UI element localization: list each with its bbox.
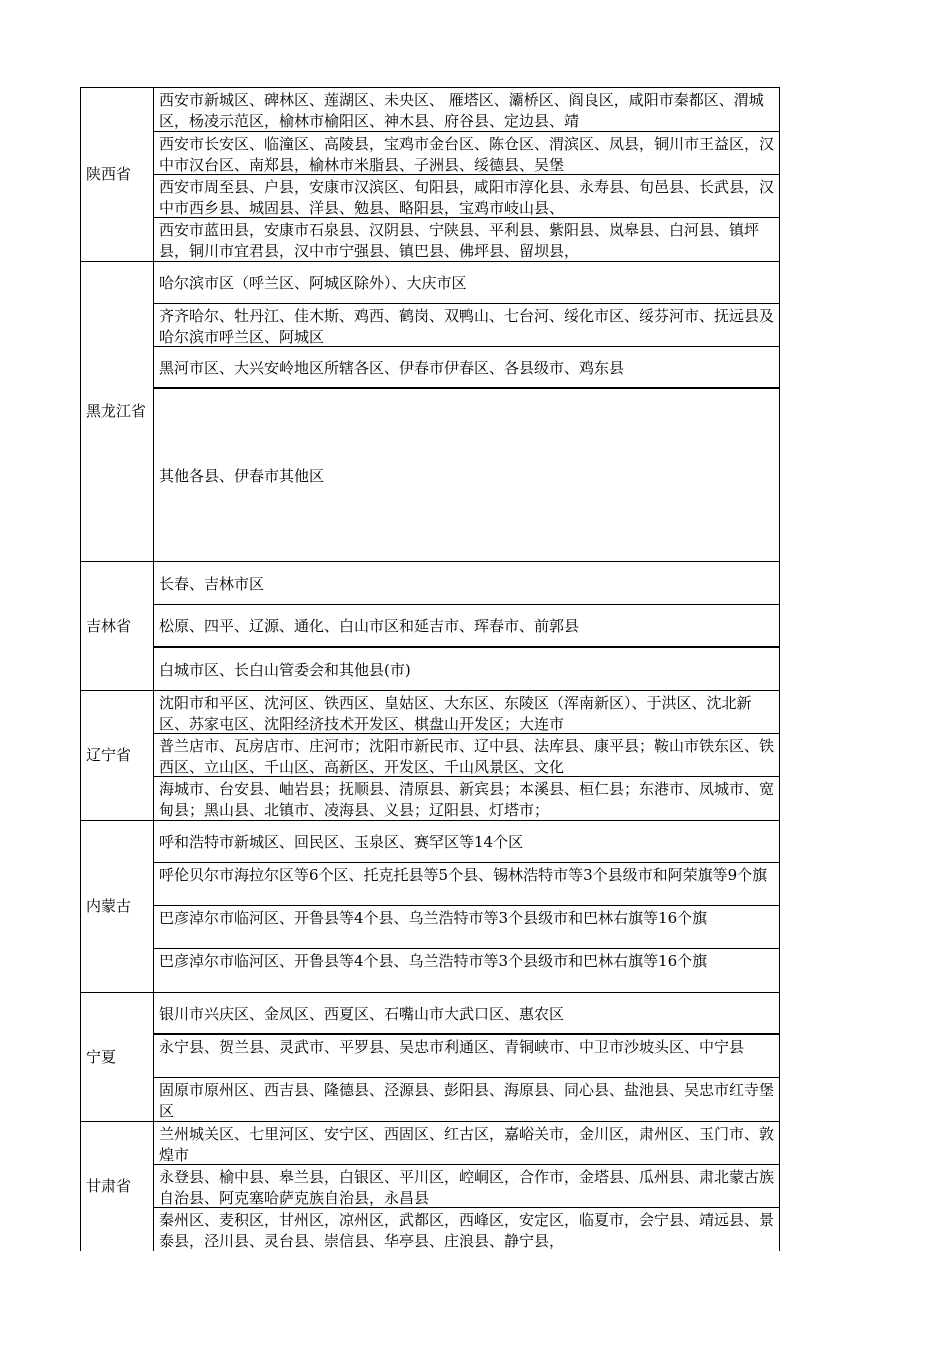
region-cell: 沈阳市和平区、沈河区、铁西区、皇姑区、大东区、东陵区（浑南新区）、于洪区、沈北新区、苏家屯区、沈阳经济技术开发区、棋盘山开发区；大连市 bbox=[154, 691, 780, 734]
province-cell: 陕西省 bbox=[80, 88, 154, 261]
region-cell: 呼和浩特市新城区、回民区、玉泉区、赛罕区等14个区 bbox=[154, 821, 780, 863]
region-cell: 银川市兴庆区、金凤区、西夏区、石嘴山市大武口区、惠农区 bbox=[154, 993, 780, 1035]
group-gansu bbox=[80, 1122, 780, 1251]
region-cell: 普兰店市、瓦房店市、庄河市；沈阳市新民市、辽中县、法库县、康平县；鞍山市铁东区、铁西区、立山区、千山区、高新区、开发区、千山风景区、文化 bbox=[154, 734, 780, 777]
province-cell: 宁夏 bbox=[80, 993, 154, 1121]
region-table bbox=[80, 87, 780, 1251]
region-cell: 西安市周至县、户县，安康市汉滨区、旬阳县，咸阳市淳化县、永寿县、旬邑县、长武县，汉中市西乡县、城固县、洋县、勉县、略阳县，宝鸡市岐山县、 bbox=[154, 175, 780, 218]
region-cell: 西安市长安区、临潼区、高陵县，宝鸡市金台区、陈仓区、渭滨区、凤县，铜川市王益区，汉中市汉台区、南郑县，榆林市米脂县、子洲县、绥德县、吴堡 bbox=[154, 132, 780, 175]
province-cell: 吉林省 bbox=[80, 562, 154, 690]
region-cell: 西安市蓝田县，安康市石泉县、汉阴县、宁陕县、平利县、紫阳县、岚皋县、白河县、镇坪县，铜川市宜君县，汉中市宁强县、镇巴县、佛坪县、留坝县， bbox=[154, 218, 780, 261]
region-cell: 巴彦淖尔市临河区、开鲁县等4个县、乌兰浩特市等3个县级市和巴林右旗等16个旗 bbox=[154, 949, 780, 992]
region-cell: 白城市区、长白山管委会和其他县(市) bbox=[154, 648, 780, 690]
province-cell: 甘肃省 bbox=[80, 1122, 154, 1251]
group-liaoning bbox=[80, 691, 780, 821]
region-cell: 永宁县、贺兰县、灵武市、平罗县、吴忠市利通区、青铜峡市、中卫市沙坡头区、中宁县 bbox=[154, 1035, 780, 1078]
region-cell: 其他各县、伊春市其他区 bbox=[154, 389, 780, 561]
region-cell: 长春、吉林市区 bbox=[154, 562, 780, 605]
region-cell: 黑河市区、大兴安岭地区所辖各区、伊春市伊春区、各县级市、鸡东县 bbox=[154, 347, 780, 389]
province-cell: 辽宁省 bbox=[80, 691, 154, 820]
region-cell: 巴彦淖尔市临河区、开鲁县等4个县、乌兰浩特市等3个县级市和巴林右旗等16个旗 bbox=[154, 906, 780, 949]
region-cell: 齐齐哈尔、牡丹江、佳木斯、鸡西、鹤岗、双鸭山、七台河、绥化市区、绥芬河市、抚远县及哈尔滨市呼兰区、阿城区 bbox=[154, 304, 780, 347]
region-cell: 呼伦贝尔市海拉尔区等6个区、托克托县等5个县、锡林浩特市等3个县级市和阿荣旗等9个旗 bbox=[154, 863, 780, 906]
region-cell: 哈尔滨市区（呼兰区、阿城区除外）、大庆市区 bbox=[154, 262, 780, 304]
region-cell: 秦州区、麦积区，甘州区，凉州区，武都区，西峰区，安定区，临夏市，会宁县、靖远县、景泰县，泾川县、灵台县、崇信县、华亭县、庄浪县、静宁县， bbox=[154, 1208, 780, 1251]
region-cell: 兰州城关区、七里河区、安宁区、西固区、红古区，嘉峪关市，金川区，肃州区、玉门市、敦煌市 bbox=[154, 1122, 780, 1165]
region-cell: 海城市、台安县、岫岩县；抚顺县、清原县、新宾县；本溪县、桓仁县；东港市、凤城市、宽甸县；黑山县、北镇市、凌海县、义县；辽阳县、灯塔市； bbox=[154, 777, 780, 820]
group-heilongjiang bbox=[80, 262, 780, 562]
group-jilin bbox=[80, 562, 780, 691]
region-cell: 永登县、榆中县、皋兰县，白银区、平川区，崆峒区，合作市，金塔县、瓜州县、肃北蒙古族自治县、阿克塞哈萨克族自治县，永昌县 bbox=[154, 1165, 780, 1208]
region-cell: 固原市原州区、西吉县、隆德县、泾源县、彭阳县、海原县、同心县、盐池县、吴忠市红寺堡区 bbox=[154, 1078, 780, 1121]
group-shaanxi bbox=[80, 87, 780, 262]
province-cell: 黑龙江省 bbox=[80, 262, 154, 561]
province-cell: 内蒙古 bbox=[80, 821, 154, 992]
group-neimenggu bbox=[80, 821, 780, 993]
group-ningxia bbox=[80, 993, 780, 1122]
region-cell: 松原、四平、辽源、通化、白山市区和延吉市、珲春市、前郭县 bbox=[154, 605, 780, 648]
region-cell: 西安市新城区、碑林区、莲湖区、未央区、 雁塔区、灞桥区、阎良区，咸阳市秦都区、渭城区，杨凌示范区，榆林市榆阳区、神木县、府谷县、定边县、靖 bbox=[154, 88, 780, 132]
